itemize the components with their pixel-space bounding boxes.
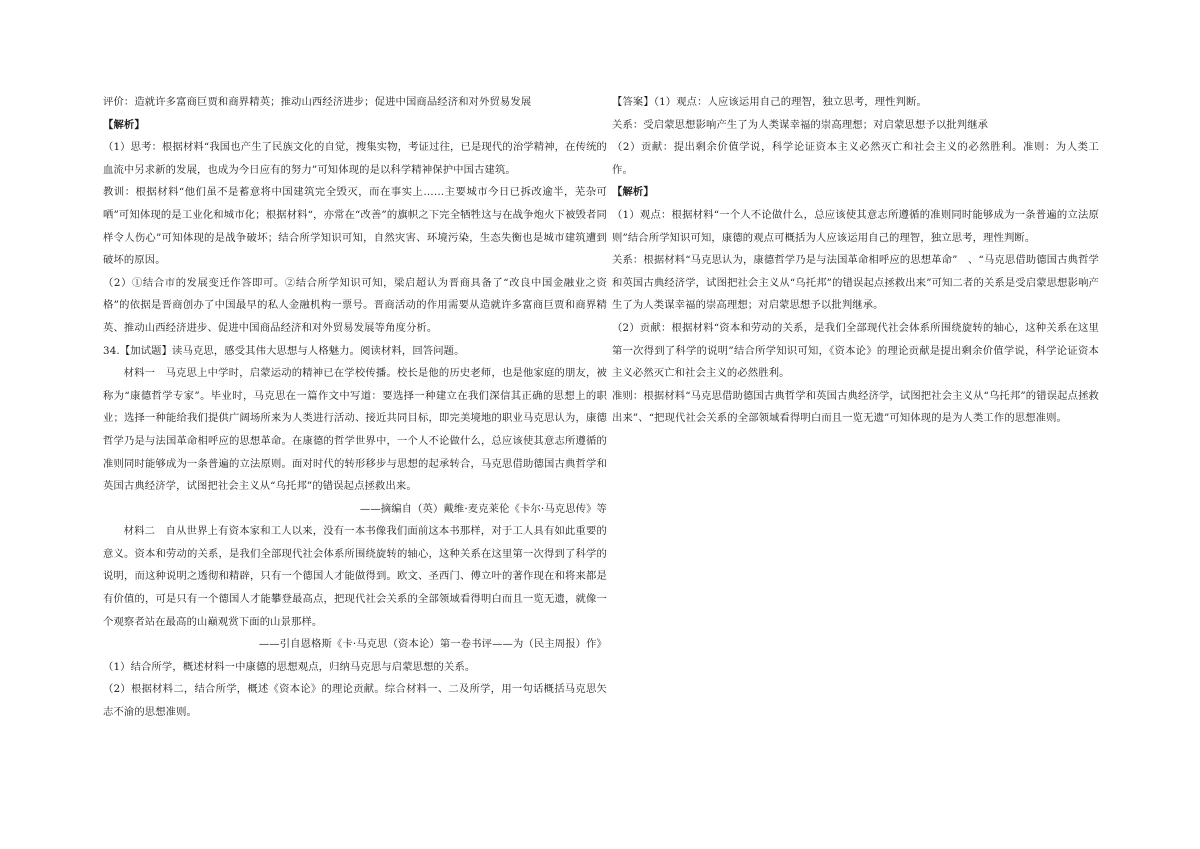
answer-relation: 关系：受启蒙思想影响产生了为人类谋幸福的崇高理想；对启蒙思想予以批判继承 [612,118,989,131]
evaluation-line: 评价：造就许多富商巨贾和商界精英；推动山西经济进步；促进中国商品经济和对外贸易发展 [103,96,532,108]
analysis-viewpoint: （1）观点：根据材料“一个人不论做什么，总应该使其意志所遵循的准则同时能够成为一条普遍的立法原则”结合所学知识可知，康德的观点可概括为人应该运用自己的理智，独立思考，理性判断。 [612,208,1099,244]
material-one: 材料一 马克思上中学时，启蒙运动的精神已在学校传播。校长是他的历史老师，也是他家庭的朋友，被称为“康德哲学专家”。毕业时，马克思在一篇作文中写道：要选择一种建立在我们深信其正确的思想上的职业；选择一种能给我们提供广阔场所来为人类进行活动、接近共同目标，即完美境地的职业马克思认为，康德哲学乃是与法国革命相呼应的思想革命。在康德的哲学世界中，一个人不论做什么，总应该使其意志所遵循的准则同时能够成为一条普遍的立法原则。面对时代的转形移步与思想的起承转合，马克思借助德国古典哲学和英国古典经济学，试图把社会主义从“乌托邦”的错误起点拯救出来。 [103,367,607,493]
right-column [612,91,1099,430]
question-34-stem: 34.【加试题】读马克思，感受其伟大思想与人格魅力。阅读材料，回答问题。 [103,344,465,357]
answer-contribution: （2）贡献：提出剩余价值学说，科学论证资本主义必然灭亡和社会主义的必然胜利。准则：为人类工作。 [612,141,1099,176]
answer-viewpoint: 【答案】（1）观点：人应该运用自己的理智，独立思考，理性判断。 [612,96,927,108]
analysis-heading-right: 【解析】 [612,186,654,199]
analysis-paragraph-lesson: 教训：根据材料“他们虽不是蓄意将中国建筑完全毁灭，而在事实上……主要城市今日已拆改逾半，芜杂可哂”可知体现的是工业化和城市化；根据材料“，亦常在“改善”的旗帜之下完全牺牲这与在战争炮火下被毁者同样令人伤心”可知体现的是战争破坏；结合所学知识可知，自然灾害、环境污染，生态失衡也是城市建筑遭到破坏的原因。 [103,186,607,267]
material-two-source: ——引自恩格斯《卡·马克思（资本论）第一卷书评——为（民主周报）作》 [258,638,607,651]
left-column [103,91,607,724]
analysis-contribution: （2）贡献：根据材料“资本和劳动的关系，是我们全部现代社会体系所围绕旋转的轴心，这种关系在这里第一次得到了科学的说明”结合所学知识可知，《资本论》的理论贡献是提出剩余价值学说，科学论证资本主义必然灭亡和社会主义的必然胜利。 [612,321,1099,380]
material-two: 材料二 自从世界上有资本家和工人以来，没有一本书像我们面前这本书那样，对于工人具有如此重要的意义。资本和劳动的关系，是我们全部现代社会体系所围绕旋转的轴心，这种关系在这里第一次得到了科学的说明，而这种说明之透彻和精辟，只有一个德国人才能做得到。欧文、圣西门、傅立叶的著作现在和将来都是有价值的，可是只有一个德国人才能攀登最高点，把现代社会关系的全部领域看得明白而且一览无遗，就像一个观察者站在最高的山巅观赏下面的山景那样。 [103,525,607,628]
analysis-relation: 关系：根据材料“马克思认为，康德哲学乃是与法国革命相呼应的思想革命” 、“马克思借助德国古典哲学和英国古典经济学，试图把社会主义从“乌托邦”的错误起点拯救出来”可知二者的关系是受启蒙思想影响产生了为人类谋幸福的崇高理想；对启蒙思想予以批判继承。 [612,254,1099,312]
analysis-paragraph-think: （1）思考：根据材料“我国也产生了民族文化的自觉，搜集实物，考证过往，已是现代的治学精神，在传统的血流中另求新的发展，也成为今日应有的努力”可知体现的是以科学精神保护中国古建筑。 [103,141,607,176]
material-one-source: ——摘编自（英）戴维·麦克莱伦《卡尔·马克思传》等 [359,502,607,515]
sub-question-2: （2）根据材料二，结合所学，概述《资本论》的理论贡献。综合材料一、二及所学，用一句话概括马克思矢志不渝的思想准则。 [103,683,607,719]
analysis-heading: 【解析】 [103,118,145,131]
analysis-principle: 准则：根据材料“马克思借助德国古典哲学和英国古典经济学，试图把社会主义从“乌托邦”的错误起点拯救出来”、“把现代社会关系的全部领域看得明白而且一览无遗”可知体现的是为人类工作的思想准则。 [612,389,1099,425]
analysis-paragraph-2: （2）①结合市的发展变迁作答即可。②结合所学知识可知，梁启超认为晋商具备了“改良中国金融业之资格”的依据是晋商创办了中国最早的私人金融机构一票号。晋商活动的作用需要从造就许多富商巨贾和商界精英、推动山西经济进步、促进中国商品经济和对外贸易发展等角度分析。 [103,276,607,334]
sub-question-1: （1）结合所学，概述材料一中康德的思想观点，归纳马克思与启蒙思想的关系。 [103,660,476,673]
